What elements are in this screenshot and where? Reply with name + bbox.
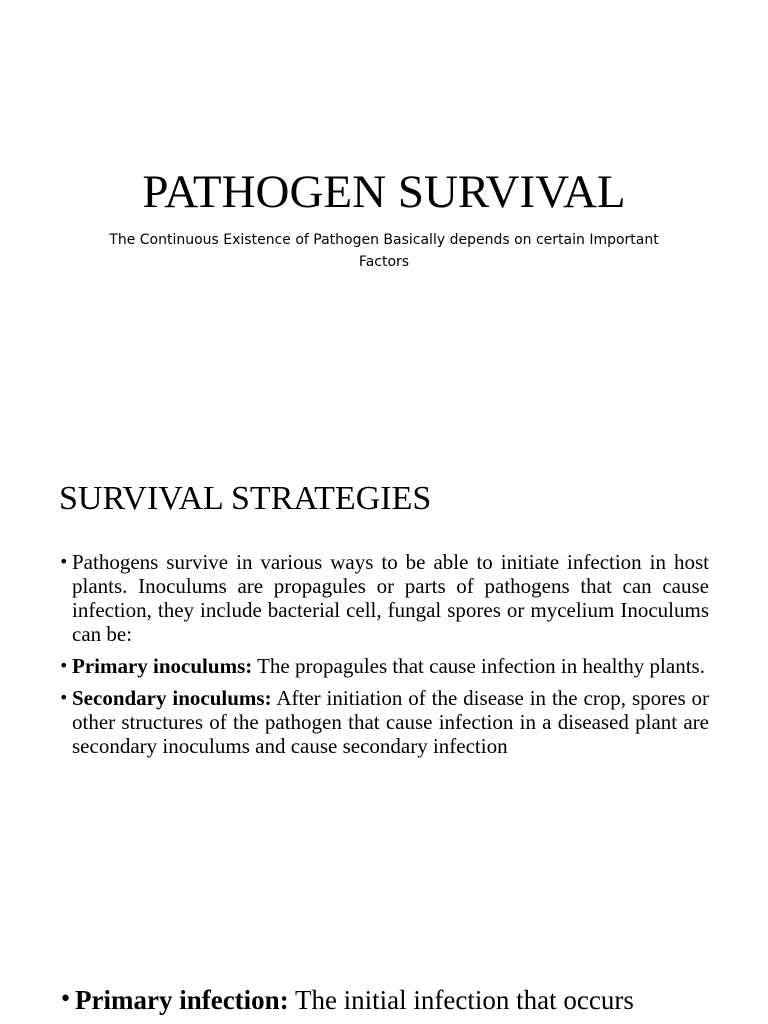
bullet-text: Pathogens survive in various ways to be able to initiate infection in host plants. Inoculums are propagules or parts of pathogens that can cause infection, they include bacterial cell, fungal spores or mycelium Inoculums can be: bbox=[72, 550, 709, 646]
bullet-icon: • bbox=[59, 688, 69, 707]
strategies-slide bbox=[0, 440, 768, 920]
bullet-icon: • bbox=[59, 656, 69, 675]
bullet-text: After initiation of the disease in the crop, spores or other structures of the pathogen that cause infection in a diseased plant are secondary inoculums and cause secondary infection bbox=[72, 686, 710, 758]
bullet-icon: • bbox=[59, 987, 72, 1012]
bullet-text: The initial infection that occurs bbox=[288, 985, 634, 1015]
title-slide bbox=[0, 0, 768, 440]
bullet-item bbox=[59, 550, 709, 646]
bullet-item bbox=[59, 654, 709, 678]
bullet-item bbox=[59, 984, 725, 1016]
bullet-text: The propagules that cause infection in healthy plants. bbox=[252, 654, 705, 678]
bullet-icon: • bbox=[59, 552, 69, 571]
bullet-list bbox=[59, 550, 709, 766]
bullet-term: Primary infection: bbox=[75, 985, 289, 1015]
bullet-term: Secondary inoculums: bbox=[72, 686, 272, 710]
infection-slide bbox=[0, 920, 768, 1024]
bullet-item bbox=[59, 686, 709, 758]
bullet-term: Primary inoculums: bbox=[72, 654, 253, 678]
slide-subtitle: The Continuous Existence of Pathogen Basically depends on certain Important Factors bbox=[109, 232, 659, 270]
slide-title: PATHOGEN SURVIVAL bbox=[142, 166, 626, 218]
section-heading: SURVIVAL STRATEGIES bbox=[59, 480, 432, 517]
